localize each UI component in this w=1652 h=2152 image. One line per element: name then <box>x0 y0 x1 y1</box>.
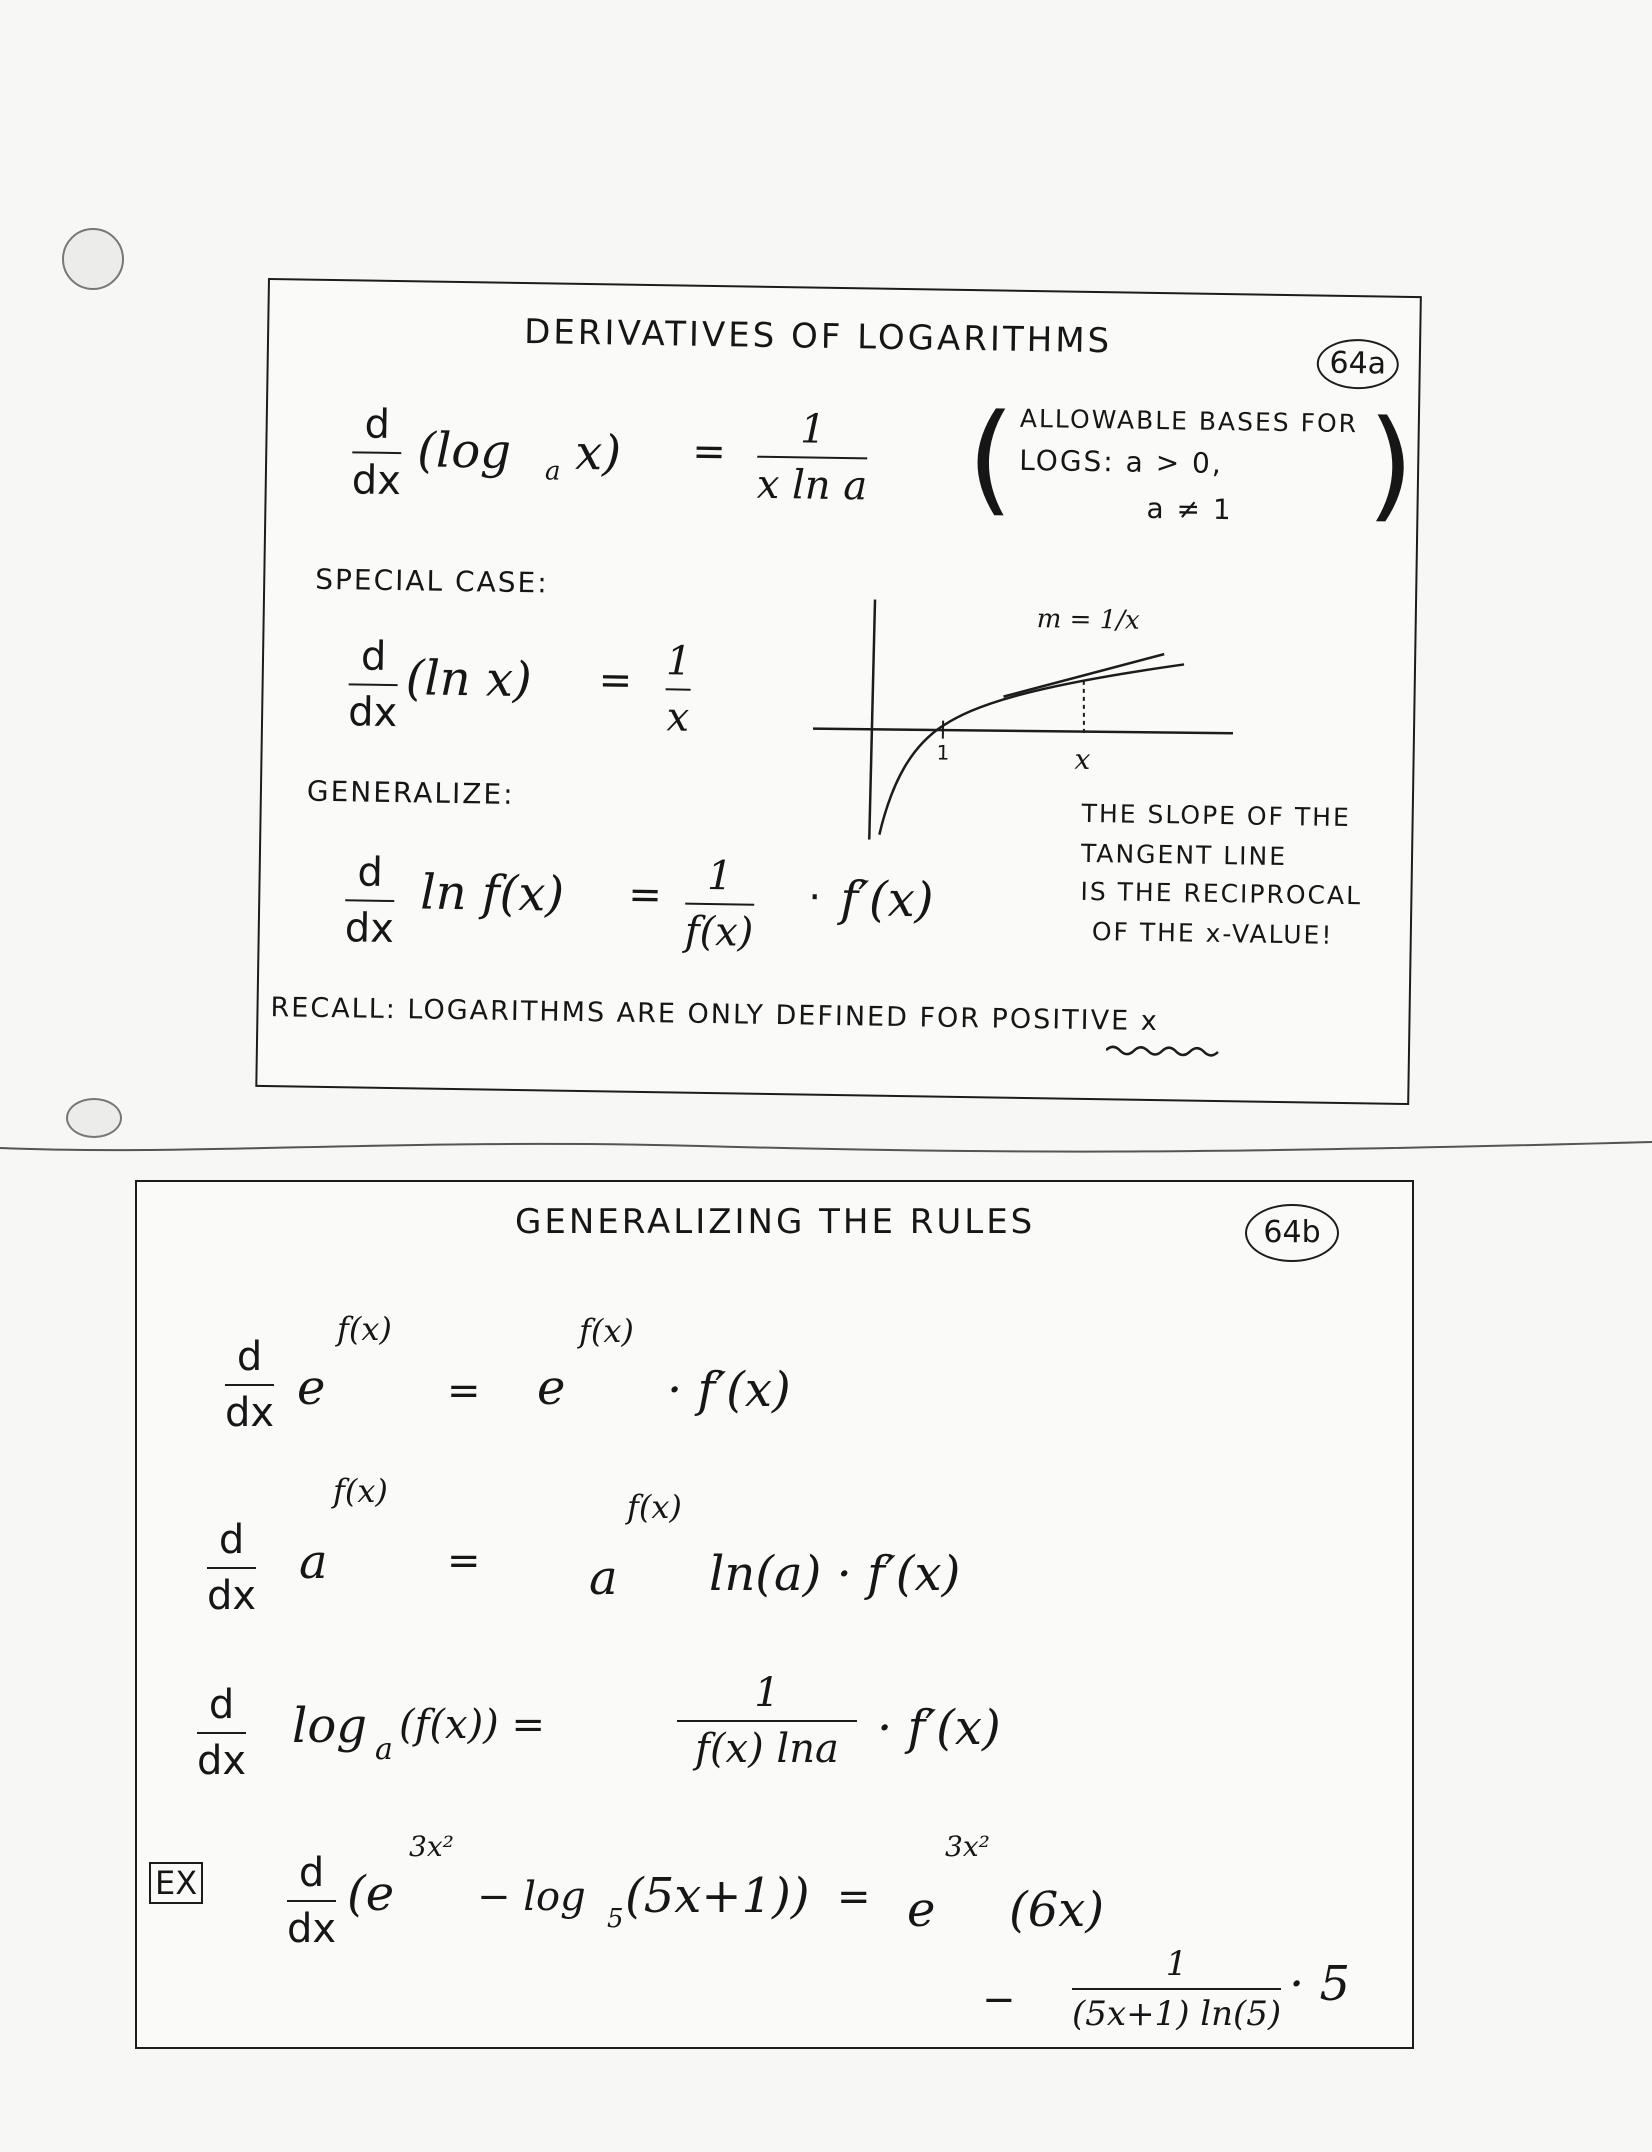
rule1-result: 1 x ln a <box>756 406 868 510</box>
positive-squiggle-underline <box>1106 1043 1226 1059</box>
r1-d-dx: d dx <box>225 1334 275 1436</box>
graph-tick-x: x <box>1074 742 1091 776</box>
ex-exp: 3x² <box>409 1830 454 1863</box>
ex-equals: = <box>837 1874 871 1920</box>
card-b-badge: 64b <box>1245 1204 1339 1262</box>
rule2-d-dx: d dx <box>347 633 398 737</box>
rule1-log-func: (log <box>416 422 512 480</box>
rule3-ln-func: ln f(x) <box>419 864 565 923</box>
rule2-result: 1 x <box>665 638 692 741</box>
ex-times-five: · 5 <box>1289 1956 1351 2012</box>
slope-note-line-2: TANGENT LINE <box>1080 838 1288 872</box>
ex-minus-log: − log <box>477 1874 586 1920</box>
r2-rbase: a <box>589 1550 618 1606</box>
example-label: EX <box>149 1862 203 1904</box>
ex-open: (e <box>347 1866 395 1922</box>
card-a-title: DERIVATIVES OF LOGARITHMS <box>523 312 1113 362</box>
graph-y-axis <box>869 600 875 840</box>
r3-func: log <box>292 1698 367 1754</box>
ex-arg: (5x+1)) <box>625 1868 810 1924</box>
r3-fraction: 1 f(x) lna <box>677 1670 857 1772</box>
slope-note-line-1: THE SLOPE OF THE <box>1081 798 1351 833</box>
rule2-ln-func: (ln x) <box>405 650 533 709</box>
r3-d-dx: d dx <box>197 1682 247 1784</box>
r1-exp: f(x) <box>337 1310 392 1348</box>
ex-minus-2: − <box>982 1977 1016 2023</box>
card-b-title: GENERALIZING THE RULES <box>515 1202 1036 1242</box>
rule3-d-dx: d dx <box>344 849 395 953</box>
r1-tail: · f′(x) <box>667 1362 791 1418</box>
note-close-paren: ) <box>1366 395 1416 536</box>
r1-rexp: f(x) <box>579 1312 634 1350</box>
rule1-log-arg: x) <box>574 424 622 482</box>
graph-x-axis <box>813 727 1233 736</box>
r3-base: a <box>375 1732 393 1767</box>
card-a-badge: 64a <box>1316 338 1399 389</box>
rule3-fraction: 1 f(x) <box>684 852 754 956</box>
ex-rbase: e <box>907 1882 936 1938</box>
rule1-equals: = <box>691 428 727 476</box>
rule3-equals: = <box>627 871 663 919</box>
ex-fraction: 1 (5x+1) ln(5) <box>1072 1944 1282 2034</box>
special-case-label: SPECIAL CASE: <box>315 562 549 600</box>
r1-base: e <box>297 1360 326 1416</box>
graph-tick-one: 1 <box>936 740 950 765</box>
r1-equals: = <box>447 1368 481 1414</box>
r2-base: a <box>299 1534 328 1590</box>
ex-log-base: 5 <box>607 1904 624 1934</box>
x-value-dashed <box>1083 681 1085 733</box>
generalize-label: GENERALIZE: <box>306 774 515 811</box>
r2-exp: f(x) <box>333 1472 388 1510</box>
card-generalizing-the-rules <box>135 1180 1414 2049</box>
ex-rexp: 3x² <box>945 1830 990 1863</box>
r2-d-dx: d dx <box>207 1517 257 1619</box>
card-derivatives-of-logarithms <box>255 278 1422 1105</box>
slope-note-line-4: OF THE x-VALUE! <box>1091 917 1334 950</box>
note-line-3: a ≠ 1 <box>1146 491 1233 527</box>
r3-tail: · f′(x) <box>877 1700 1001 1756</box>
r2-rexp: f(x) <box>627 1488 682 1526</box>
r2-tail: ln(a) · f′(x) <box>709 1546 961 1602</box>
recall-note: RECALL: LOGARITHMS ARE ONLY DEFINED FOR POSITIVE x <box>270 992 1159 1038</box>
note-open-paren: ( <box>966 389 1016 529</box>
rule3-times: · <box>807 874 822 921</box>
ex-d-dx: d dx <box>287 1850 337 1952</box>
slope-note-line-3: IS THE RECIPROCAL <box>1080 876 1363 911</box>
rule1-d-dx: d dx <box>351 401 402 505</box>
rule3-tail: f′(x) <box>839 871 934 929</box>
r1-rbase: e <box>537 1360 566 1416</box>
note-line-1: ALLOWABLE BASES FOR <box>1019 403 1359 439</box>
r2-equals: = <box>447 1538 481 1584</box>
r3-arg: (f(x)) = <box>399 1702 546 1748</box>
ex-rtail: (6x) <box>1009 1882 1105 1938</box>
punch-hole-top <box>62 228 124 290</box>
torn-paper-edge <box>0 1128 1652 1168</box>
rule2-equals: = <box>598 657 633 704</box>
graph-slope-label: m = 1/x <box>1036 604 1140 636</box>
rule1-log-base: a <box>544 456 561 487</box>
note-line-2: LOGS: a > 0, <box>1018 443 1224 481</box>
